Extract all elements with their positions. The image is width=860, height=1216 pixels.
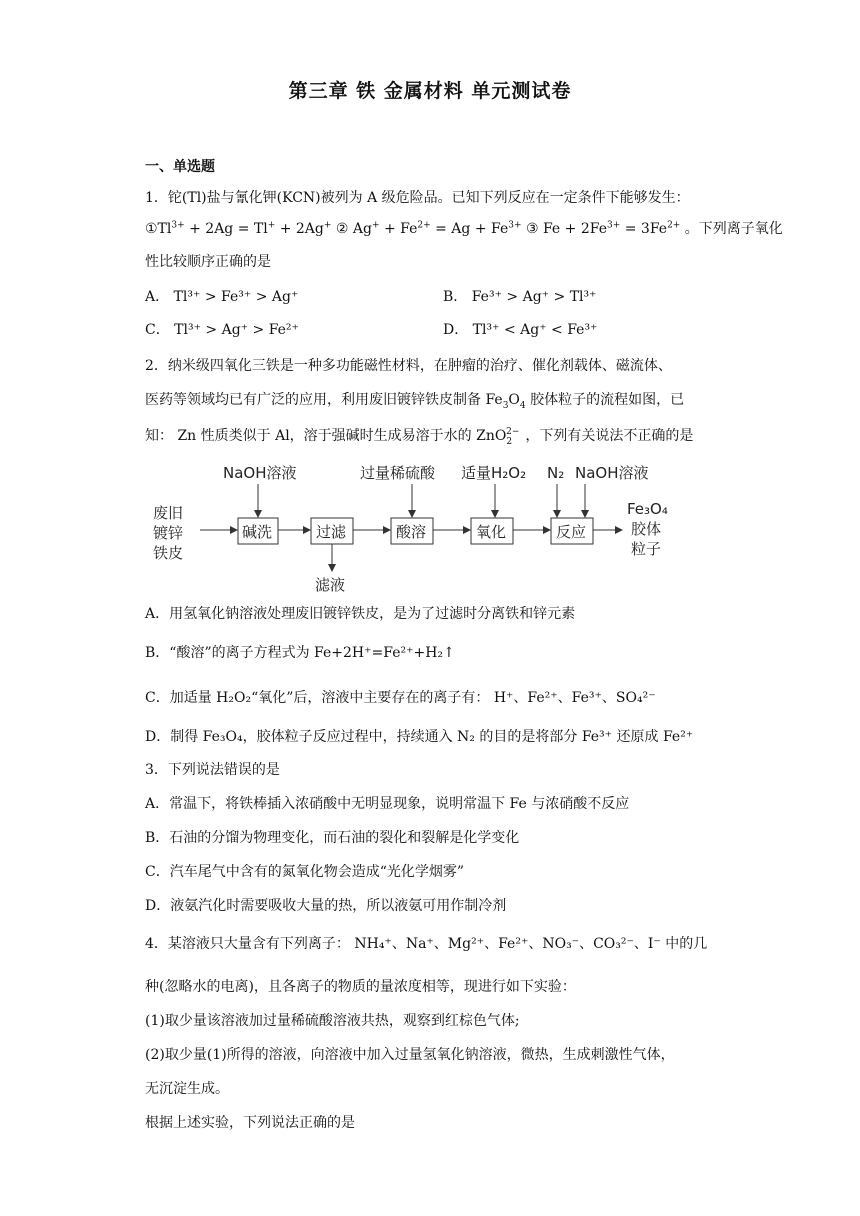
q3-option-c: C．汽车尾气中含有的氮氧化物会造成“光化学烟雾” [145, 864, 465, 880]
q4-experiment-2: (2)取少量(1)所得的溶液，向溶液中加入过量氢氧化钠溶液，微热，生成刺激性气体， [145, 1047, 675, 1063]
q1-option-a: A． Tl³⁺ > Fe³⁺ > Ag⁺ [145, 289, 299, 305]
flow-step-react: 反应 [556, 523, 587, 541]
q2-option-a: A．用氢氧化钠溶液处理废旧镀锌铁皮，是为了过滤时分离铁和锌元素 [145, 606, 576, 622]
section-heading: 一、单选题 [145, 159, 215, 175]
q1-stem-line3: 性比较顺序正确的是 [145, 254, 271, 270]
flow-reagent-h2o2: 适量H₂O₂ [461, 464, 527, 482]
q2-stem-line2: 医药等领域均已有广泛的应用，利用废旧镀锌铁皮制备 $Fe_3O_4$ 胶体粒子的流程如图，已 [145, 392, 685, 411]
q2-option-b: B．“酸溶”的离子方程式为 Fe+2H⁺=Fe²⁺+H₂↑ [145, 645, 455, 661]
q4-conclusion: 根据上述实验，下列说法正确的是 [145, 1115, 355, 1131]
flow-start-text-2: 镀锌 [153, 524, 184, 542]
q1-option-b: B． Fe³⁺ > Ag⁺ > Tl³⁺ [443, 289, 597, 305]
q3-option-a: A．常温下，将铁棒插入浓硝酸中无明显现象，说明常温下 Fe 与浓硝酸不反应 [145, 796, 630, 812]
q4-experiment-1: (1)取少量该溶液加过量稀硫酸溶液共热，观察到红棕色气体; [145, 1013, 520, 1029]
q3-option-b: B．石油的分馏为物理变化，而石油的裂化和裂解是化学变化 [145, 830, 520, 846]
q3-option-d: D．液氨汽化时需要吸收大量的热，所以液氨可用作制冷剂 [145, 898, 507, 914]
q3-stem: 3．下列说法错误的是 [145, 762, 280, 778]
q1-option-d: D． Tl³⁺ < Ag⁺ < Fe³⁺ [443, 322, 598, 338]
q2-stem-line1: 2．纳米级四氧化三铁是一种多功能磁性材料，在肿瘤的治疗、催化剂载体、磁流体、 [145, 358, 672, 374]
flow-reagent-naoh: NaOH溶液 [223, 464, 297, 482]
q1-option-c: C． Tl³⁺ > Ag⁺ > Fe²⁺ [145, 322, 299, 338]
flow-step-filter: 过滤 [316, 523, 347, 541]
flow-step-oxidize: 氧化 [476, 523, 507, 541]
flow-filtrate: 滤液 [315, 576, 346, 594]
flow-reagent-sulfuric-acid: 过量稀硫酸 [360, 464, 436, 482]
q2-option-d: D．制得 Fe₃O₄，胶体粒子反应过程中，持续通入 N₂ 的目的是将部分 Fe³⁺ 还原成 Fe²⁺ [145, 729, 694, 745]
flow-end-text-2: 胶体 [631, 520, 662, 538]
q2-option-c: C．加适量 H₂O₂“氧化”后，溶液中主要存在的离子有： H⁺、Fe²⁺、Fe³⁺、SO₄²⁻ [145, 690, 656, 706]
flow-reagent-n2: N₂ [547, 464, 565, 482]
flow-end-text-1: Fe₃O₄ [627, 500, 668, 518]
q4-stem-line1: 4．某溶液只大量含有下列离子： NH₄⁺、Na⁺、Mg²⁺、Fe²⁺、NO₃⁻、CO₃²⁻、I⁻ 中的几 [145, 936, 708, 952]
flow-start-text-3: 铁皮 [153, 544, 184, 562]
flow-step-alkali-wash: 碱洗 [242, 523, 273, 541]
q1-stem-line2: $①Tl^{3+} + 2Ag = Tl^+ + 2Ag^+$ ② $Ag^+ + Fe^{2+} = Ag + Fe^{3+}$ ③ $Fe + 2Fe^{3+} = 3Fe^{2+}$ 。下列离子氧化 [145, 220, 783, 237]
flow-end-text-3: 粒子 [631, 540, 662, 558]
page-title: 第三章 铁 金属材料 单元测试卷 [288, 80, 572, 102]
q1-option-row2 [145, 320, 725, 340]
q1-stem-line1: 1．铊(Tl)盐与氰化钾(KCN)被列为 A 级危险品。已知下列反应在一定条件下能够发生： [145, 190, 690, 206]
q4-stem-line2: 种(忽略水的电离)，且各离子的物质的量浓度相等，现进行如下实验： [145, 979, 576, 995]
q4-experiment-3: 无沉淀生成。 [145, 1081, 229, 1097]
q1-option-row1 [145, 287, 725, 307]
q2-stem-line3: 知： Zn 性质类似于 Al，溶于强碱时生成易溶于水的 ZnO$_2^{2-}$ ，下列有关说法不正确的是 [145, 427, 694, 447]
flow-step-acid-dissolve: 酸溶 [396, 523, 427, 541]
flow-reagent-naoh-2: NaOH溶液 [575, 464, 649, 482]
flow-start-text-1: 废旧 [153, 504, 184, 522]
process-flow-diagram [145, 458, 705, 598]
